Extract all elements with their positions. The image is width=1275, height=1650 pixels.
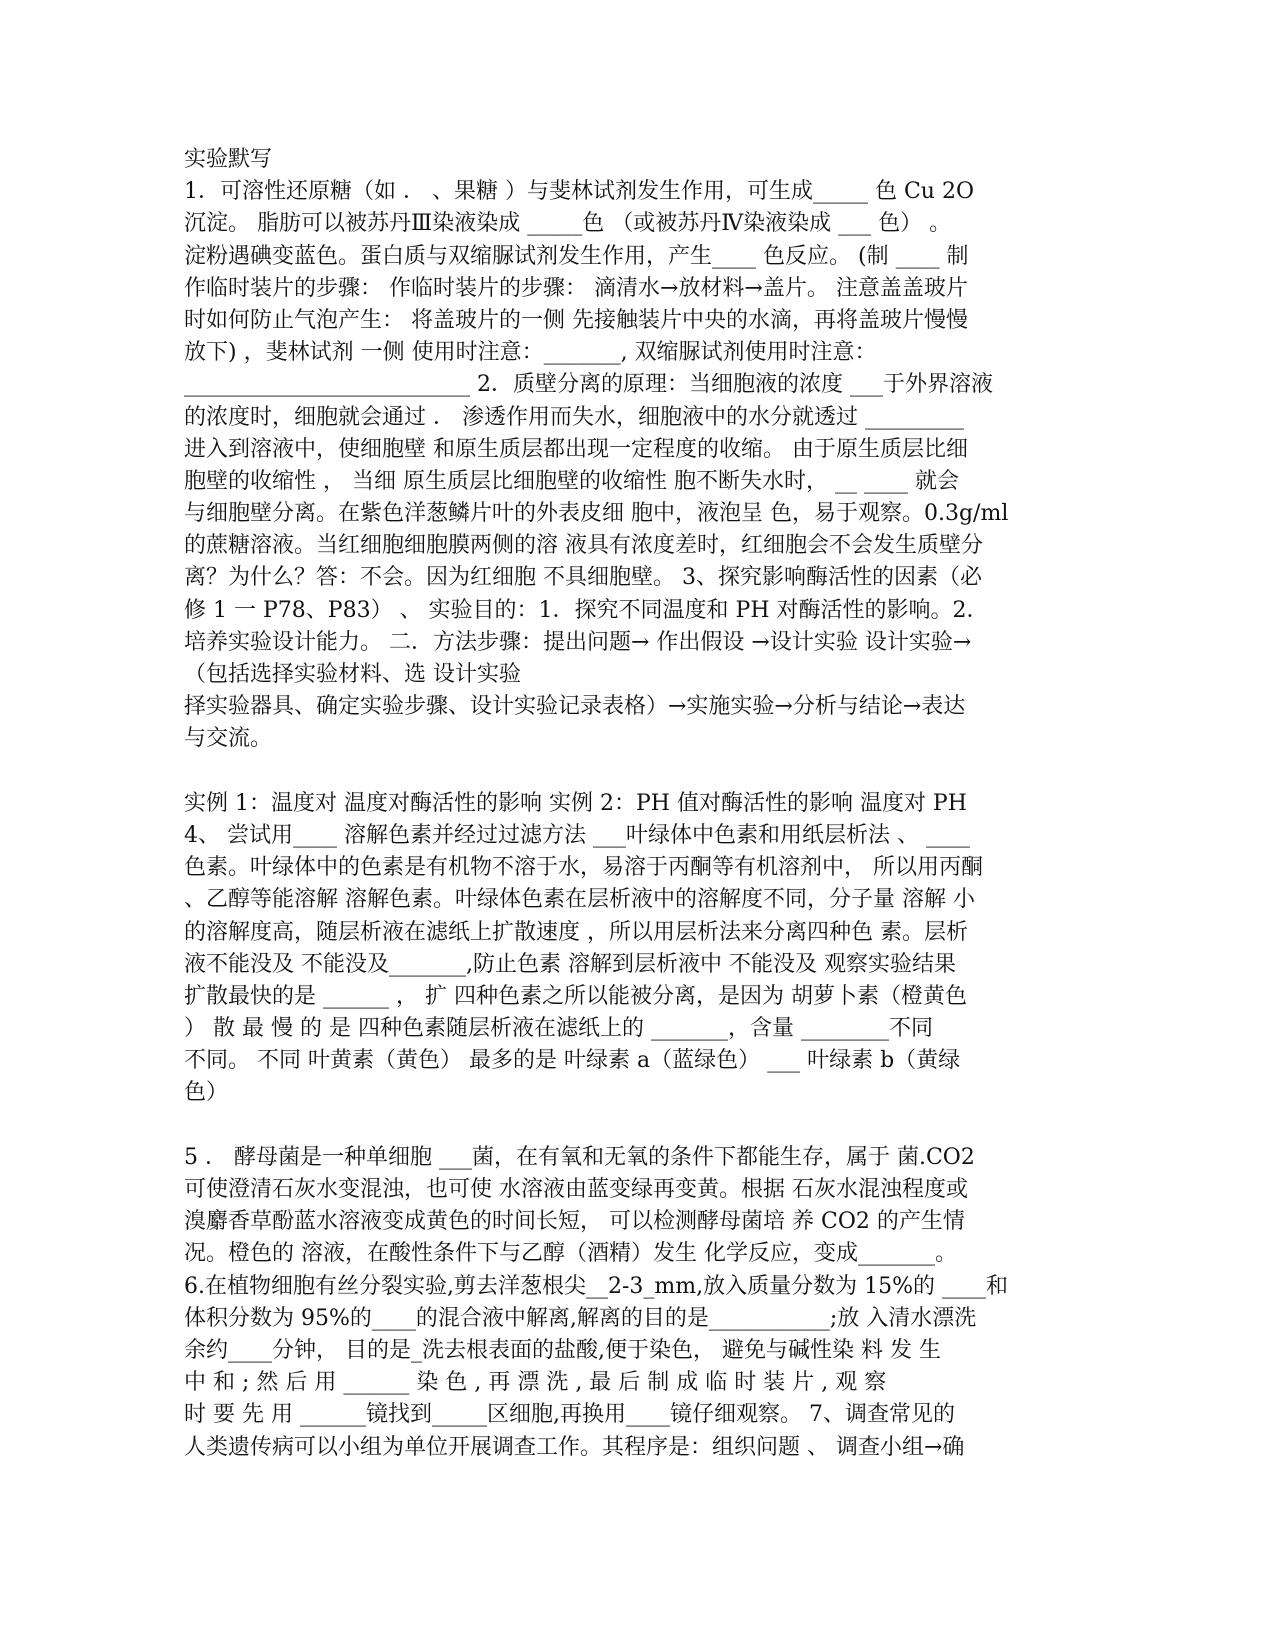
document-title: 实验默写 xyxy=(184,147,273,172)
text-line: 、乙醇等能溶解 溶解色素。叶绿体色素在层析液中的溶解度不同，分子量 溶解 小 xyxy=(184,887,975,913)
text-line: 色素。叶绿体中的色素是有机物不溶于水，易溶于丙酮等有机溶剂中， 所以用丙酮 xyxy=(184,855,983,881)
text-line: ） 散 最 慢 的 是 四种色素随层析液在滤纸上的 _______，含量 ________不同 xyxy=(184,1016,933,1042)
text-line: 不同。 不同 叶黄素（黄色） 最多的是 叶绿素 a（蓝绿色） ___ 叶绿素 b（黄绿 xyxy=(184,1048,961,1074)
text-line: 色） xyxy=(184,1080,229,1106)
text-line: 作临时装片的步骤： 作临时装片的步骤： 滴清水→放材料→盖片。 注意盖盖玻片 xyxy=(184,275,968,301)
text-line: 离？为什么？答：不会。因为红细胞 不具细胞壁。 3、探究影响酶活性的因素（必 xyxy=(184,565,982,591)
text-line: 6.在植物细胞有丝分裂实验,剪去洋葱根尖__2-3_mm,放入质量分数为 15%的 ____和 xyxy=(184,1273,1009,1299)
paragraph-gap xyxy=(184,756,1090,788)
text-line: 放下) ，斐林试剂 一侧 使用时注意：_______, 双缩脲试剂使用时注意： xyxy=(184,340,877,366)
text-line: 与细胞壁分离。在紫色洋葱鳞片叶的外表皮细 胞中，液泡呈 色，易于观察。0.3g/ml xyxy=(184,501,1009,527)
text-line: 扩散最快的是 ______ ， 扩 四种色素之所以能被分离，是因为 胡萝卜素（橙黄色 xyxy=(184,983,967,1009)
text-line: 进入到溶液中，使细胞壁 和原生质层都出现一定程度的收缩。 由于原生质层比细 xyxy=(184,436,968,462)
text-line: 沉淀。 脂肪可以被苏丹Ⅲ染液染成 _____色 （或被苏丹Ⅳ染液染成 ___ 色） 。 xyxy=(184,211,952,237)
text-line: 中 和 ; 然 后 用 ______ 染 色 , 再 漂 洗 , 最 后 制 成 临 时 装 片 , 观 察 xyxy=(184,1370,887,1396)
text-line: 况。橙色的 溶液，在酸性条件下与乙醇（酒精）发生 化学反应，变成_______。 xyxy=(184,1241,957,1267)
text-line: __________________________ 2．质壁分离的原理：当细胞液的浓度 ___于外界溶液 xyxy=(184,372,993,398)
text-line: 的溶解度高，随层析液在滤纸上扩散速度 ，所以用层析法来分离四种色 素。层析 xyxy=(184,919,968,945)
paragraph-block-3 xyxy=(184,1142,1090,1464)
text-line: 1．可溶性还原糖（如 ． 、果糖 ）与斐林试剂发生作用，可生成_____ 色 Cu 2O xyxy=(184,179,974,205)
text-line: 胞壁的收缩性 ， 当细 原生质层比细胞壁的收缩性 胞不断失水时， __ ____ 就会 xyxy=(184,468,959,494)
paragraph-block-2 xyxy=(184,788,1090,1110)
text-line: 溴麝香草酚蓝水溶液变成黄色的时间长短， 可以检测酵母菌培 养 CO2 的产生情 xyxy=(184,1209,965,1235)
text-line: 择实验器具、确定实验步骤、设计实验记录表格）→实施实验→分析与结论→表达 xyxy=(184,694,966,720)
text-line: 人类遗传病可以小组为单位开展调查工作。其程序是：组织问题 、 调查小组→确 xyxy=(184,1434,965,1460)
text-line: 时 要 先 用 ______镜找到_____区细胞,再换用____镜仔细观察。 7、调查常见的 xyxy=(184,1402,955,1428)
text-line: 的蔗糖溶液。当红细胞细胞膜两侧的溶 液具有浓度差时，红细胞会不会发生质壁分 xyxy=(184,533,983,559)
text-line: 修 1 一 P78、P83） 、 实验目的：1．探究不同温度和 PH 对酶活性的影响。2． xyxy=(184,597,989,623)
text-line: 5 ． 酵母菌是一种单细胞 ___菌，在有氧和无氧的条件下都能生存，属于 菌.CO2 xyxy=(184,1144,975,1170)
text-line: 时如何防止气泡产生： 将盖玻片的一侧 先接触装片中央的水滴，再将盖玻片慢慢 xyxy=(184,307,968,333)
text-line: 的浓度时，细胞就会通过 ． 渗透作用而失水，细胞液中的水分就透过 _________ xyxy=(184,404,964,430)
paragraph-gap xyxy=(184,1110,1090,1142)
text-line: 培养实验设计能力。 二．方法步骤：提出问题→ 作出假设 →设计实验 设计实验→ xyxy=(184,629,972,655)
text-line: 体积分数为 95%的____的混合液中解离,解离的目的是___________;放 入清水漂洗 xyxy=(184,1305,977,1331)
document-body xyxy=(184,144,1090,1464)
paragraph-block-1 xyxy=(184,176,1090,755)
text-line: 液不能没及 不能没及_______,防止色素 溶解到层析液中 不能没及 观察实验结果 xyxy=(184,951,956,977)
text-line: 余约____分钟， 目的是_洗去根表面的盐酸,便于染色， 避免与碱性染 料 发 生 xyxy=(184,1337,941,1363)
text-line: 淀粉遇碘变蓝色。蛋白质与双缩脲试剂发生作用，产生____ 色反应。 (制 ____ 制 xyxy=(184,243,969,269)
text-line: 4、 尝试用____ 溶解色素并经过过滤方法 ___叶绿体中色素和用纸层析法 、 ____ xyxy=(184,822,970,848)
text-line: 与交流。 xyxy=(184,726,273,752)
text-line: （包括选择实验材料、选 设计实验 xyxy=(184,662,521,687)
text-line: 实例 1：温度对 温度对酶活性的影响 实例 2：PH 值对酶活性的影响 温度对 PH xyxy=(184,790,967,816)
text-line: 可使澄清石灰水变混浊，也可使 水溶液由蓝变绿再变黄。根据 石灰水混浊程度或 xyxy=(184,1177,968,1202)
